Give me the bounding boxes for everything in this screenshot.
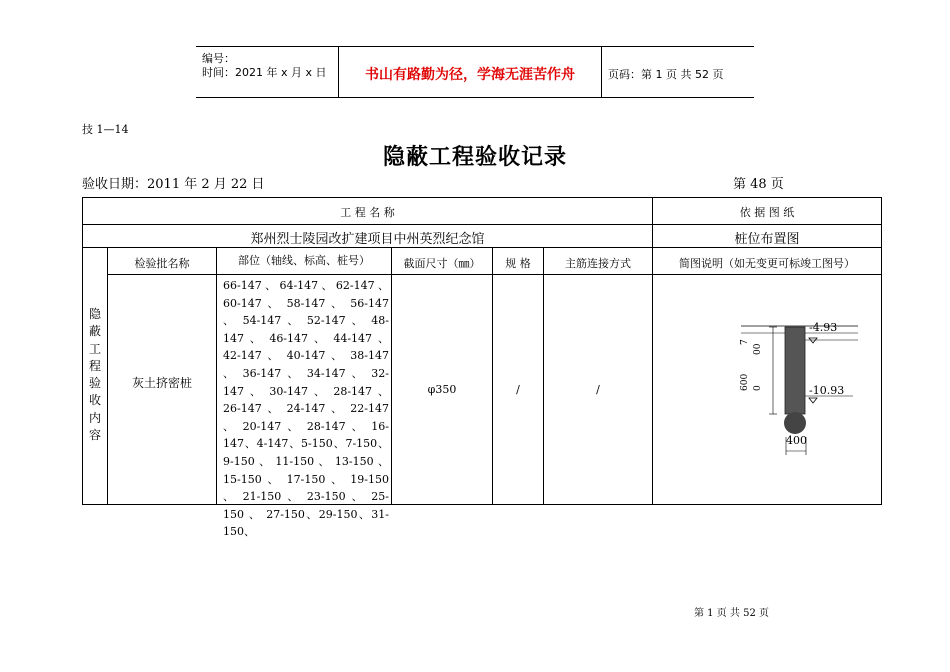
table-rule <box>82 224 882 225</box>
pile-sketch <box>653 275 881 504</box>
pile-body <box>785 327 805 414</box>
table-rule <box>492 247 493 505</box>
acceptance-table <box>82 197 882 539</box>
acceptance-date: 验收日期：2011 年 2 月 22 日 <box>82 177 265 192</box>
tech-code: 技 1—14 <box>82 123 129 136</box>
page-header <box>196 46 754 98</box>
elevation-marker-icon <box>809 338 817 343</box>
col-section-size: 截面尺寸（㎜） <box>403 257 481 270</box>
col-batch-name: 检验批名称 <box>134 257 190 270</box>
pile-section-icon <box>784 412 806 434</box>
table-rule <box>216 247 217 505</box>
project-name-header: 工 程 名 称 <box>340 206 395 219</box>
page-number: 第 48 页 <box>733 177 784 192</box>
table-rule <box>82 504 882 505</box>
bottom-elevation: -10.93 <box>809 384 845 397</box>
table-rule <box>82 247 882 248</box>
table-rule <box>391 247 392 505</box>
dimension-upper-b: 00 <box>753 343 763 355</box>
header-divider <box>601 47 602 97</box>
position-list: 66-147、64-147、62-147、60-147 、 58-147 、 56-147 、 54-147 、 52-147 、 48-147 、 46-147 、 44-147 、 42-147 、 40-147 、 38-147 、 36-147 、 34-147 、 32-147 、 30-147 、 28-147 、 26-147 、 24-147 、 22-147 、 20-147 、 28-147 、 16-147、4-147、5-150、7-150、9-150 、 11-150 、 13-150 、 15-150 、 17-150 、 19-150 、 21-150 、 23-150 、 25-150 、 27-150、29-150、31-150、 <box>223 279 389 539</box>
header-motto: 书山有路勤为径，学海无涯苦作舟 <box>365 67 575 83</box>
batch-name: 灰土挤密桩 <box>131 376 192 390</box>
table-rule <box>543 247 544 505</box>
dimension-lower-b: 0 <box>753 385 763 391</box>
col-sketch: 简图说明（如无变更可标竣工图号） <box>679 257 855 270</box>
section-size: φ350 <box>427 383 457 396</box>
elevation-marker-icon <box>809 398 817 403</box>
top-elevation: -4.93 <box>809 321 838 334</box>
col-position: 部位（轴线、标高、桩号） <box>238 254 370 267</box>
rebar-connection: / <box>596 383 600 396</box>
side-label: 隐蔽工程验收内容 <box>88 307 101 443</box>
header-page-info: 页码：第 1 页 共 52 页 <box>608 68 724 81</box>
header-meta <box>202 52 327 80</box>
dimension-lower-a: 600 <box>740 373 750 391</box>
pile-width: 400 <box>786 434 807 447</box>
table-rule <box>82 197 882 198</box>
document-title: 隐蔽工程验收记录 <box>382 144 567 170</box>
project-name: 郑州烈士陵园改扩建项目中州英烈纪念馆 <box>250 232 485 247</box>
drawing-name: 桩位布置图 <box>734 232 800 247</box>
col-rebar-connection: 主筋连接方式 <box>565 257 631 270</box>
header-number: 编号： <box>202 52 235 65</box>
dimension-upper-a: 7 <box>740 339 750 345</box>
page-footer: 第 1 页 共 52 页 <box>694 608 769 619</box>
header-time: 时间：2021 年 x 月 x 日 <box>202 66 327 79</box>
col-spec: 规 格 <box>505 257 531 270</box>
table-rule <box>881 197 882 505</box>
spec-value: / <box>516 383 520 396</box>
drawing-basis-header: 依 据 图 纸 <box>739 206 795 219</box>
